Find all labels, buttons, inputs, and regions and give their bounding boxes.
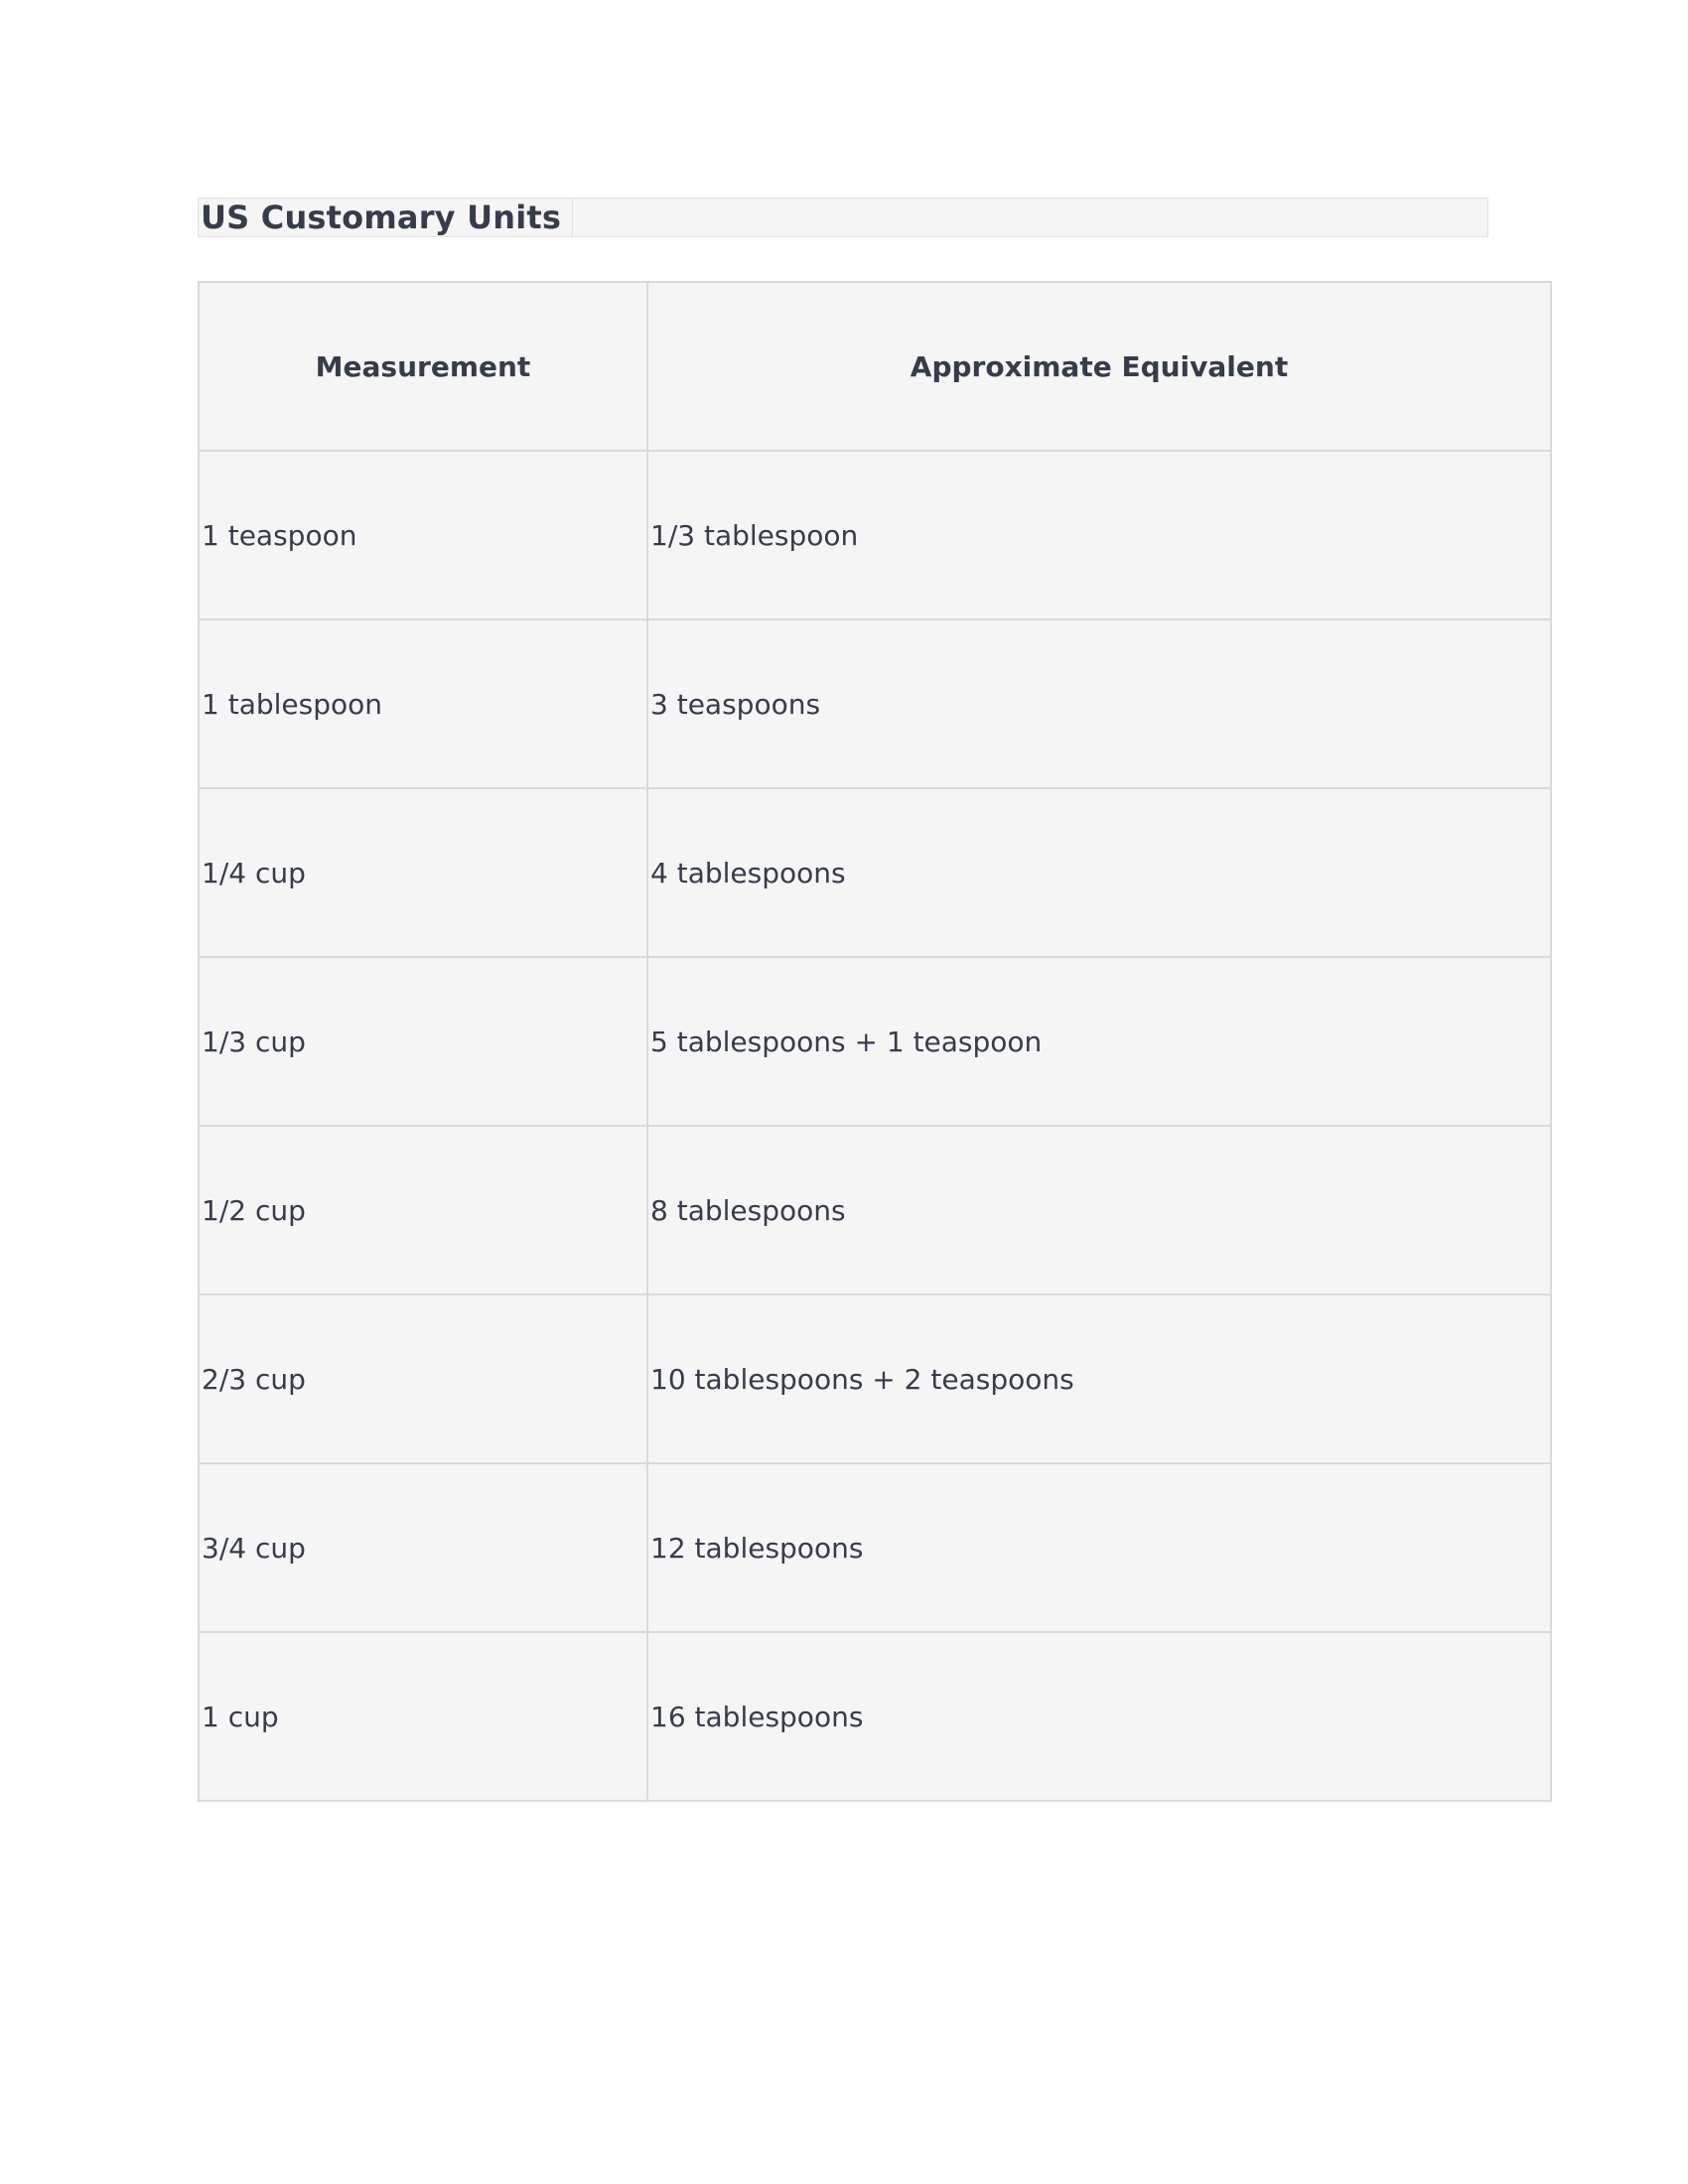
table-header-row [199,282,1551,451]
cell-equivalent: 3 teaspoons [647,619,1551,788]
cell-measurement: 1/4 cup [199,788,647,957]
cell-equivalent: 12 tablespoons [647,1463,1551,1632]
table-row [199,619,1551,788]
title-bar [198,198,1488,237]
table-row [199,1126,1551,1295]
cell-equivalent: 8 tablespoons [647,1126,1551,1295]
cell-measurement: 1/2 cup [199,1126,647,1295]
title-box [199,198,573,237]
table-row [199,788,1551,957]
table-row [199,1295,1551,1463]
cell-measurement: 1 cup [199,1632,647,1801]
table-row [199,1463,1551,1632]
cell-measurement: 1/3 cup [199,957,647,1126]
table-row [199,957,1551,1126]
cell-equivalent: 10 tablespoons + 2 teaspoons [647,1295,1551,1463]
conversion-table [198,281,1552,1802]
cell-measurement: 2/3 cup [199,1295,647,1463]
cell-measurement: 3/4 cup [199,1463,647,1632]
cell-equivalent: 16 tablespoons [647,1632,1551,1801]
cell-measurement: 1 teaspoon [199,451,647,619]
table-row [199,451,1551,619]
table-row [199,1632,1551,1801]
column-header-equivalent: Approximate Equivalent [647,282,1551,451]
cell-measurement: 1 tablespoon [199,619,647,788]
cell-equivalent: 4 tablespoons [647,788,1551,957]
cell-equivalent: 1/3 tablespoon [647,451,1551,619]
cell-equivalent: 5 tablespoons + 1 teaspoon [647,957,1551,1126]
page-title: US Customary Units [201,199,562,236]
column-header-measurement: Measurement [199,282,647,451]
